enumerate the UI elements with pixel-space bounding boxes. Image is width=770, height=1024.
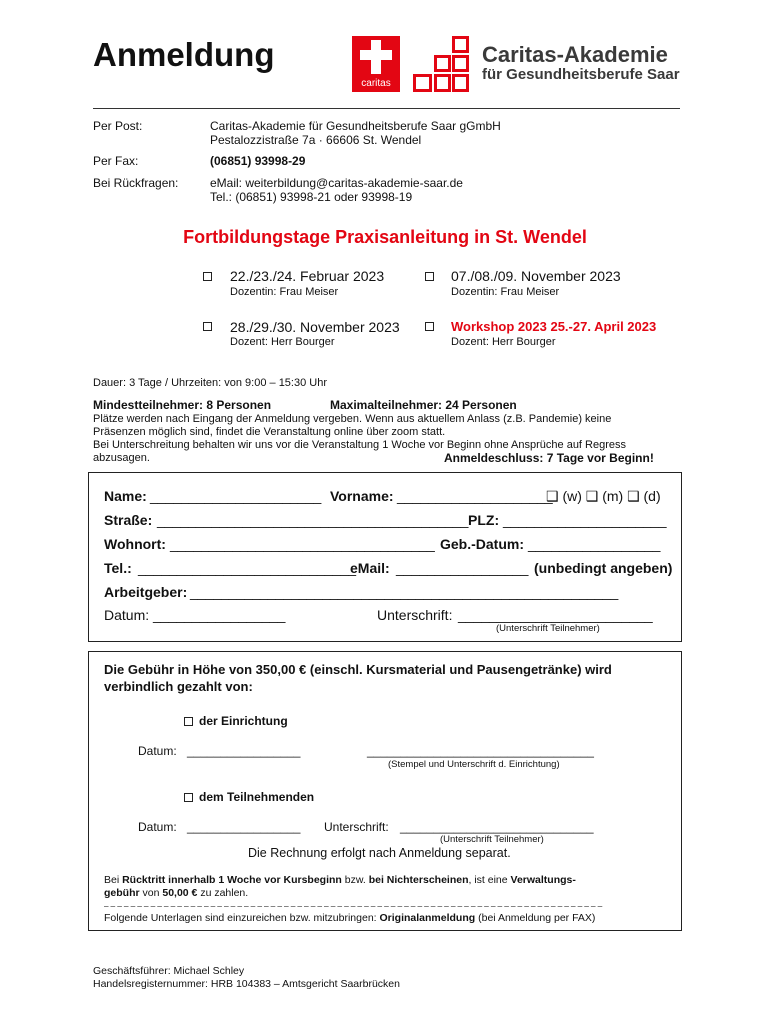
email-field[interactable]: _________________ [396, 560, 529, 576]
name-field[interactable]: ______________________ [150, 488, 322, 504]
payer-participant-label: dem Teilnehmenden [199, 790, 315, 804]
min-participants: Mindestteilnehmer: 8 Personen [93, 398, 272, 412]
employer-label: Arbeitgeber: [104, 584, 188, 600]
firstname-label: Vorname: [330, 488, 394, 504]
info-line-2: Präsenzen möglich sind, findet die Veranstaltung online über zoom statt. [93, 426, 446, 438]
stamp-field[interactable]: __________________________________ [367, 744, 594, 758]
zip-label: PLZ: [468, 512, 500, 528]
fax-number: (06851) 93998-29 [210, 154, 306, 168]
gender-options[interactable]: ❑ (w) ❑ (m) ❑ (d) [546, 488, 661, 504]
contact-email: eMail: weiterbildung@caritas-akademie-saar.de [210, 176, 463, 190]
phone-label: Tel.: [104, 560, 132, 576]
fee-signature-label: Unterschrift: [324, 820, 389, 834]
option-lecturer-3: Dozent: Herr Bourger [230, 336, 335, 348]
option-lecturer-4: Dozent: Herr Bourger [451, 336, 556, 348]
city-label: Wohnort: [104, 536, 166, 552]
separator-dashes: _ _ _ _ _ _ _ _ _ _ _ _ _ _ _ _ _ _ _ _ _ _ _ _ _ _ _ _ _ _ _ _ _ _ _ _ _ _ _ _ _ _ _ _ _ _ _ _ _ _ _ _ _ _ _ _ _ _ _ _ _ _ _ _ _ _ _ _ _ _ _ _ _ _ _ [104, 898, 603, 907]
info-line-4: abzusagen. [93, 452, 150, 464]
documents-note: Folgende Unterlagen sind einzureichen bzw. mitzubringen: Originalanmeldung (bei Anmeldung per FAX) [104, 912, 596, 924]
header-divider [93, 108, 680, 109]
brand-subtitle: für Gesundheitsberufe Saar [482, 66, 680, 83]
option-date-2: 07./08./09. November 2023 [451, 268, 621, 284]
email-label: eMail: [350, 560, 390, 576]
payer-participant-checkbox[interactable] [184, 793, 193, 802]
zip-field[interactable]: _____________________ [503, 512, 667, 528]
option-checkbox-3[interactable] [203, 322, 212, 331]
option-checkbox-4[interactable] [425, 322, 434, 331]
duration-info: Dauer: 3 Tage / Uhrzeiten: von 9:00 – 15:30 Uhr [93, 377, 327, 389]
questions-label: Bei Rückfragen: [93, 176, 179, 190]
birthdate-label: Geb.-Datum: [440, 536, 524, 552]
invoice-note: Die Rechnung erfolgt nach Anmeldung separat. [248, 846, 511, 860]
option-date-4: Workshop 2023 25.-27. April 2023 [451, 319, 657, 334]
fee-line-2: verbindlich gezahlt von: [104, 679, 253, 694]
fee-signature-field[interactable]: _____________________________ [400, 820, 594, 834]
deadline: Anmeldeschluss: 7 Tage vor Beginn! [444, 451, 654, 465]
footer-register: Handelsregisternummer: HRB 104383 – Amtsgericht Saarbrücken [93, 978, 400, 990]
cancellation-note: Bei Rücktritt innerhalb 1 Woche vor Kursbeginn bzw. bei Nichterscheinen, ist eine Verwaltungs- gebühr von 50,00 € zu zahlen. [104, 874, 576, 899]
fee-line-1: Die Gebühr in Höhe von 350,00 € (einschl. Kursmaterial und Pausengetränke) wird [104, 662, 612, 677]
caritas-logo [352, 36, 400, 92]
max-participants: Maximalteilnehmer: 24 Personen [330, 398, 517, 412]
payer-institution-label: der Einrichtung [199, 714, 288, 728]
birthdate-field[interactable]: _________________ [528, 536, 661, 552]
option-lecturer-1: Dozentin: Frau Meiser [230, 286, 339, 298]
email-note: (unbedingt angeben) [534, 560, 673, 576]
fee-date1-label: Datum: [138, 744, 177, 758]
option-date-1: 22./23./24. Februar 2023 [230, 268, 385, 284]
phone-field[interactable]: ____________________________ [138, 560, 357, 576]
fax-label: Per Fax: [93, 154, 139, 168]
fee-date2-field[interactable]: _________________ [187, 820, 301, 834]
stamp-note: (Stempel und Unterschrift d. Einrichtung) [388, 759, 560, 770]
post-address-line1: Caritas-Akademie für Gesundheitsberufe Saar gGmbH [210, 119, 501, 133]
date-field[interactable]: _________________ [153, 607, 286, 623]
contact-phone: Tel.: (06851) 93998-21 oder 93998-19 [210, 190, 413, 204]
page-title: Anmeldung [93, 36, 275, 73]
fee-date2-label: Datum: [138, 820, 177, 834]
street-label: Straße: [104, 512, 153, 528]
signature-note: (Unterschrift Teilnehmer) [496, 623, 600, 634]
option-checkbox-2[interactable] [425, 272, 434, 281]
employer-field[interactable]: _______________________________________________________ [190, 584, 619, 600]
option-checkbox-1[interactable] [203, 272, 212, 281]
info-line-3: Bei Unterschreitung behalten wir uns vor die Veranstaltung 1 Woche vor Beginn ohne Ansprüche auf Regress [93, 439, 627, 451]
fee-date1-field[interactable]: _________________ [187, 744, 301, 758]
footer-ceo: Geschäftsführer: Michael Schley [93, 965, 245, 977]
name-label: Name: [104, 488, 147, 504]
date-label: Datum: [104, 607, 150, 623]
post-address-line2: Pestalozzistraße 7a · 66606 St. Wendel [210, 133, 422, 147]
signature-label: Unterschrift: [377, 607, 453, 623]
option-date-3: 28./29./30. November 2023 [230, 319, 400, 335]
fee-signature-note: (Unterschrift Teilnehmer) [440, 834, 544, 845]
street-field[interactable]: ________________________________________ [157, 512, 469, 528]
signature-field[interactable]: _________________________ [458, 607, 653, 623]
info-line-1: Plätze werden nach Eingang der Anmeldung vergeben. Wenn aus aktuellem Anlass (z.B. Pandemie) keine [93, 413, 612, 425]
firstname-field[interactable]: ____________________ [397, 488, 553, 504]
option-lecturer-2: Dozentin: Frau Meiser [451, 286, 560, 298]
payer-institution-checkbox[interactable] [184, 717, 193, 726]
brand-name: Caritas-Akademie [482, 42, 668, 67]
event-title: Fortbildungstage Praxisanleitung in St. Wendel [183, 227, 587, 247]
post-label: Per Post: [93, 119, 143, 133]
city-field[interactable]: __________________________________ [170, 536, 435, 552]
logo-text: caritas [361, 78, 391, 89]
